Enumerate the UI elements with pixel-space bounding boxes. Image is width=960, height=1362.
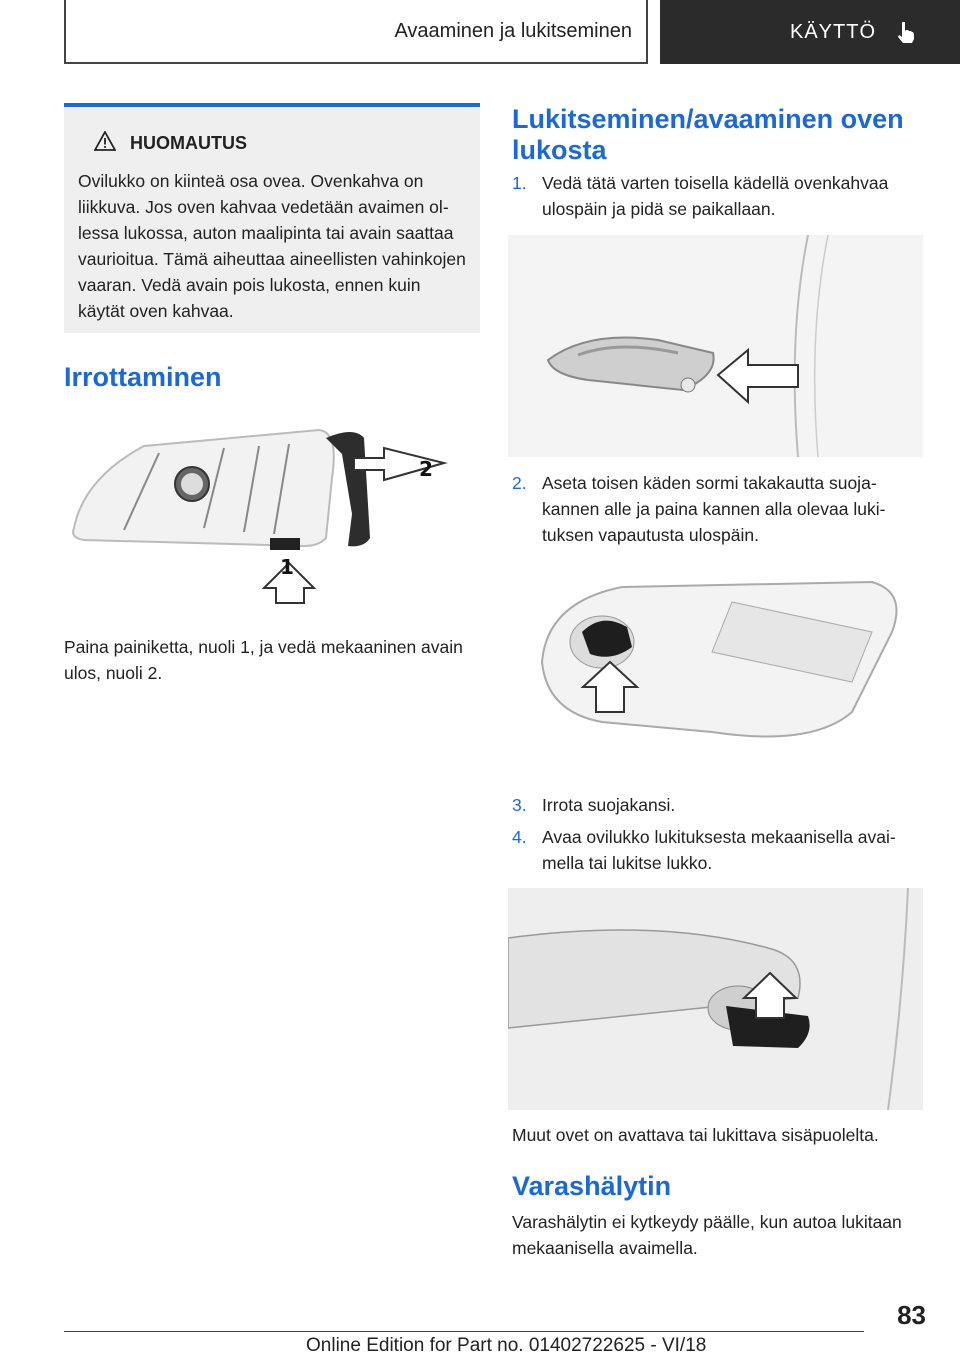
- varashalytin-text: Varashälytin ei kytkeydy päälle, kun autoa lukitaan mekaanisella avaimella.: [512, 1212, 902, 1258]
- figure-key-in-lock: [508, 888, 923, 1110]
- step-text: Irrota suojakansi.: [542, 795, 676, 815]
- step-item: [512, 824, 912, 876]
- warning-title-row: [94, 131, 466, 156]
- irrottaminen-caption: Paina painiketta, nuoli 1, ja vedä mekaaninen avain ulos, nuoli 2.: [64, 637, 463, 683]
- lukitseminen-note: Muut ovet on avattava tai lukittava sisäpuolelta.: [512, 1125, 879, 1145]
- heading-varashalytin: Varashälytin: [512, 1171, 672, 1201]
- step-list-1: [512, 170, 912, 222]
- warning-triangle-icon: [94, 131, 130, 156]
- warning-text: Ovilukko on kiinteä osa ovea. Ovenkahva on liikkuva. Jos oven kahvaa vedetään avaimen ollessa lukossa, auton maalipinta tai avain saattaa vaurioitua. Tämä aiheuttaa aineellisten vahinkojen vaaran. Vedä avain pois lukosta, ennen kuin käytät oven kahvaa.: [78, 171, 466, 321]
- chapter-tab[interactable]: [660, 0, 960, 64]
- figure-label-1: 1: [280, 555, 294, 579]
- hand-pointer-icon: [894, 20, 918, 44]
- step-item: [512, 170, 912, 222]
- step-number: 2.: [512, 473, 527, 493]
- warning-title: HUOMAUTUS: [130, 133, 247, 153]
- header-section-title: [64, 0, 648, 64]
- step-text: Vedä tätä varten toisella kädellä ovenkahvaa ulospäin ja pidä se paikallaan.: [542, 173, 889, 219]
- heading-lukitseminen: Lukitseminen/avaaminen oven lukosta: [512, 104, 904, 165]
- step-list-2: [512, 470, 912, 548]
- step-item: [512, 792, 912, 818]
- chapter-title: KÄYTTÖ: [790, 20, 877, 43]
- step-number: 3.: [512, 795, 527, 815]
- section-title: Avaaminen ja lukitseminen: [394, 19, 632, 42]
- step-text: Aseta toisen käden sormi takakautta suojakannen alle ja paina kannen alla olevaa lukituksen vapautusta ulospäin.: [542, 473, 886, 545]
- footer-divider: [64, 1331, 864, 1332]
- page-number: 83: [897, 1300, 926, 1330]
- step-text: Avaa ovilukko lukituksesta mekaanisella avaimella tai lukitse lukko.: [542, 827, 896, 873]
- figure-door-handle: [508, 235, 923, 457]
- footer-edition: Online Edition for Part no. 01402722625 - VI/18: [306, 1335, 707, 1356]
- step-list-3: [512, 792, 912, 876]
- step-number: 1.: [512, 173, 527, 193]
- heading-irrottaminen: Irrottaminen: [64, 362, 222, 392]
- figure-lock-cover: [512, 572, 923, 772]
- step-number: 4.: [512, 827, 527, 847]
- figure-key-removal: [64, 418, 480, 608]
- step-item: [512, 470, 912, 548]
- warning-box: [64, 103, 480, 333]
- figure-label-2: 2: [419, 457, 433, 481]
